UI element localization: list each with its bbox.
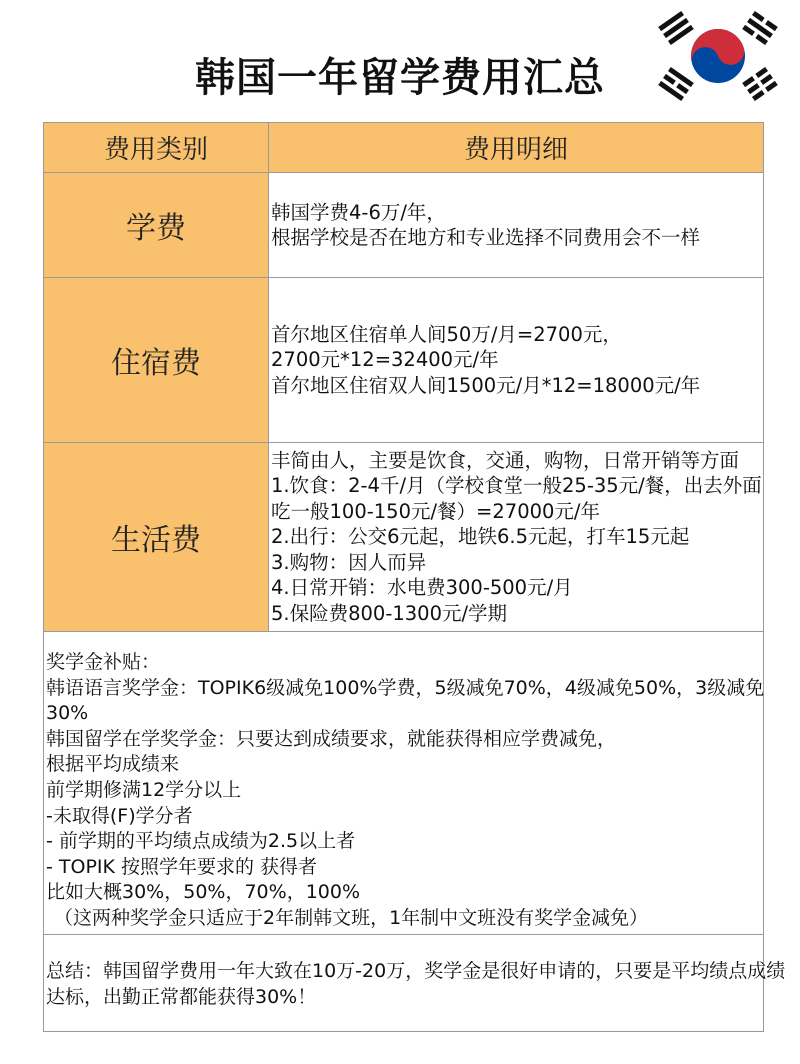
scholarship-line: 30% <box>46 702 89 725</box>
scholarship-text <box>44 650 763 932</box>
header-category: 费用类别 <box>44 123 269 172</box>
trigram-top-right <box>742 11 778 45</box>
detail-line: 1.饮食：2-4千/月（学校食堂一般25-35元/餐，出去外面 <box>271 474 762 498</box>
detail-line: 丰简由人，主要是饮食，交通，购物，日常开销等方面 <box>271 448 740 472</box>
page-title: 韩国一年留学费用汇总 <box>195 55 605 101</box>
detail-line: 5.保险费800-1300元/学期 <box>271 601 508 625</box>
scholarship-line: （这两种奖学金只适应于2年制韩文班，1年制中文班没有奖学金减免） <box>54 906 649 929</box>
row-detail <box>269 278 763 442</box>
detail-line: 4.日常开销：水电费300-500元/月 <box>271 576 573 600</box>
table-header <box>44 123 763 173</box>
korea-flag-icon <box>658 8 780 104</box>
detail-line: 2.出行：公交6元起，地铁6.5元起，打车15元起 <box>271 525 690 549</box>
trigram-top-left <box>658 11 694 45</box>
scholarship-line: -未取得(F)学分者 <box>46 804 193 827</box>
trigram-bottom-left <box>658 67 694 101</box>
row-detail <box>269 173 763 277</box>
table-row <box>44 443 763 632</box>
scholarship-line: 奖学金补贴： <box>46 651 161 673</box>
detail-line: 吃一般100-150元/餐）=27000元/年 <box>271 499 600 523</box>
scholarship-line: - TOPIK 按照学年要求的 获得者 <box>46 855 318 878</box>
summary-text <box>44 959 786 1010</box>
row-category: 生活费 <box>44 443 269 631</box>
detail-line: 韩国学费4-6万/年， <box>271 200 446 224</box>
summary-line: 达标，出勤正常都能获得30%！ <box>46 985 317 1008</box>
scholarship-section <box>44 632 763 935</box>
detail-line: 3.购物：因人而异 <box>271 550 427 574</box>
taegeuk-symbol <box>683 21 748 83</box>
detail-line: 根据学校是否在地方和专业选择不同费用会不一样 <box>271 226 701 249</box>
scholarship-line: 根据平均成绩来 <box>46 753 180 776</box>
detail-line: 2700元*12=32400元/年 <box>271 348 499 372</box>
summary-section <box>44 935 786 1030</box>
scholarship-line: 前学期修满12学分以上 <box>46 778 242 801</box>
detail-line: 首尔地区住宿单人间50万/月=2700元， <box>271 322 622 346</box>
row-category: 住宿费 <box>44 278 269 442</box>
table-row <box>44 173 763 278</box>
scholarship-line: 比如大概30%，50%，70%，100% <box>46 881 361 904</box>
row-category: 学费 <box>44 173 269 277</box>
cost-table <box>43 122 786 1032</box>
summary-line: 总结：韩国留学费用一年大致在10万-20万，奖学金是很好申请的，只要是平均绩点成绩 <box>46 960 786 982</box>
scholarship-line: 韩国留学在学奖学金：只要达到成绩要求，就能获得相应学费减免， <box>46 727 617 750</box>
trigram-bottom-right <box>742 67 778 101</box>
scholarship-line: 韩语语言奖学金：TOPIK6级减免100%学费，5级减免70%，4级减免50%，3级减免 <box>46 676 765 699</box>
row-detail <box>269 443 763 631</box>
detail-line: 首尔地区住宿双人间1500元/月*12=18000元/年 <box>271 373 701 397</box>
header-detail: 费用明细 <box>269 123 763 172</box>
scholarship-line: - 前学期的平均绩点成绩为2.5以上者 <box>46 830 356 853</box>
table-row <box>44 278 763 443</box>
